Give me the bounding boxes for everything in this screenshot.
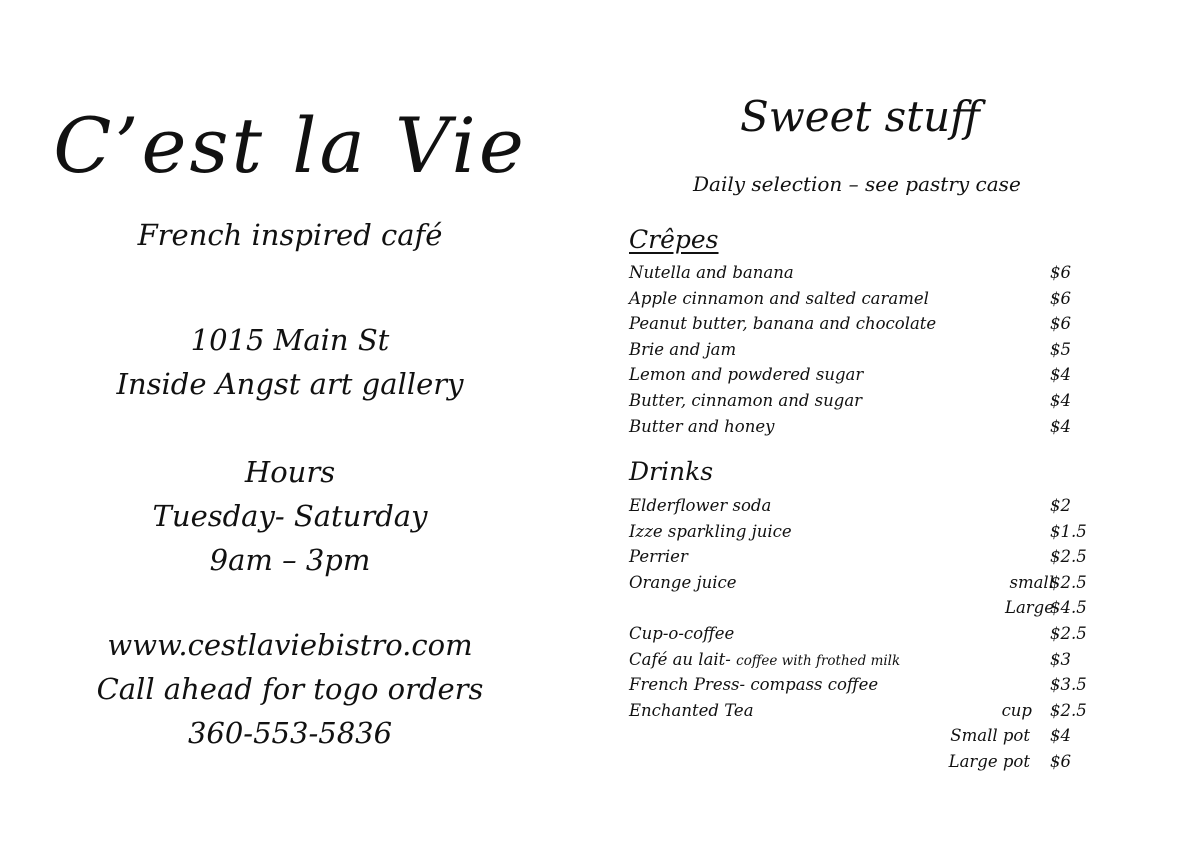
item-price: $4 bbox=[1050, 726, 1071, 746]
menu-item bbox=[629, 672, 1099, 698]
item-name: French Press- compass coffee bbox=[629, 675, 879, 695]
hours-times: 9am – 3pm bbox=[209, 543, 371, 577]
item-name: Perrier bbox=[629, 547, 688, 567]
item-size: Large pot bbox=[948, 751, 1030, 771]
drinks-list bbox=[629, 493, 1099, 775]
drinks-heading: Drinks bbox=[629, 457, 714, 486]
item-name: Butter and honey bbox=[629, 416, 775, 436]
item-price: $4 bbox=[1050, 390, 1071, 410]
menu-item bbox=[629, 260, 1099, 286]
phone-number: 360-553-5836 bbox=[187, 716, 393, 750]
menu-item bbox=[629, 519, 1099, 545]
menu-item bbox=[629, 544, 1099, 570]
item-name: Brie and jam bbox=[629, 339, 737, 359]
item-size: Large bbox=[1004, 598, 1054, 618]
website: www.cestlaviebistro.com bbox=[107, 628, 473, 662]
item-price: $6 bbox=[1050, 751, 1071, 771]
item-price: $4 bbox=[1050, 416, 1071, 436]
crepes-heading: Crêpes bbox=[629, 225, 719, 254]
item-name: Izze sparkling juice bbox=[629, 521, 792, 541]
daily-selection-note: Daily selection – see pastry case bbox=[693, 172, 1021, 196]
item-name: Peanut butter, banana and chocolate bbox=[629, 314, 937, 334]
item-price: $6 bbox=[1050, 263, 1071, 282]
item-price: $2.5 bbox=[1050, 572, 1087, 592]
menu-item bbox=[629, 337, 1099, 363]
menu-item bbox=[629, 286, 1099, 312]
menu-item bbox=[629, 698, 1099, 724]
item-name: Apple cinnamon and salted caramel bbox=[629, 288, 929, 308]
item-note: coffee with frothed milk bbox=[736, 652, 901, 669]
item-price: $4 bbox=[1050, 365, 1071, 385]
item-name: Enchanted Tea bbox=[629, 700, 754, 720]
menu-item bbox=[629, 647, 1099, 673]
item-price: $2.5 bbox=[1050, 547, 1087, 567]
item-price: $3 bbox=[1050, 649, 1071, 669]
item-price: $2.5 bbox=[1050, 623, 1087, 643]
menu-item bbox=[629, 595, 1099, 621]
item-name: Lemon and powdered sugar bbox=[629, 365, 864, 385]
item-name: Orange juice bbox=[629, 572, 737, 592]
hours-days: Tuesday- Saturday bbox=[152, 499, 428, 533]
item-price: $6 bbox=[1050, 314, 1071, 334]
cafe-name: C’est la Vie bbox=[53, 101, 527, 190]
contact-block bbox=[0, 623, 580, 755]
menu-item bbox=[629, 621, 1099, 647]
item-size: cup bbox=[1001, 700, 1032, 720]
item-price: $2 bbox=[1050, 496, 1071, 515]
item-price: $6 bbox=[1050, 288, 1071, 308]
address-line-2: Inside Angst art gallery bbox=[116, 367, 464, 401]
item-price: $3.5 bbox=[1050, 675, 1087, 695]
menu-item bbox=[629, 388, 1099, 414]
crepes-list bbox=[629, 260, 1099, 439]
item-price: $1.5 bbox=[1050, 521, 1087, 541]
cafe-tagline: French inspired café bbox=[137, 218, 443, 252]
address-block bbox=[0, 318, 580, 406]
hours-label: Hours bbox=[244, 455, 336, 489]
menu-item bbox=[629, 723, 1099, 749]
menu-item bbox=[629, 570, 1099, 596]
item-size: small bbox=[1009, 572, 1054, 592]
item-price: $2.5 bbox=[1050, 700, 1087, 720]
menu-item bbox=[629, 362, 1099, 388]
item-name: Cup-o-coffee bbox=[629, 623, 735, 643]
menu-title: Sweet stuff bbox=[740, 92, 980, 141]
address-line-1: 1015 Main St bbox=[190, 323, 390, 357]
item-name: Elderflower soda bbox=[629, 496, 772, 515]
item-price: $5 bbox=[1050, 339, 1071, 359]
item-size: Small pot bbox=[950, 726, 1030, 746]
menu-item bbox=[629, 749, 1099, 775]
call-ahead-note: Call ahead for togo orders bbox=[96, 672, 484, 706]
item-name bbox=[629, 647, 900, 675]
menu-item bbox=[629, 493, 1099, 519]
menu-item bbox=[629, 414, 1099, 440]
item-name: Butter, cinnamon and sugar bbox=[629, 390, 863, 410]
menu-item bbox=[629, 311, 1099, 337]
item-name: Nutella and banana bbox=[629, 263, 794, 282]
hours-block bbox=[0, 450, 580, 582]
item-name-text: Café au lait- bbox=[629, 649, 731, 669]
item-price: $4.5 bbox=[1050, 598, 1087, 618]
